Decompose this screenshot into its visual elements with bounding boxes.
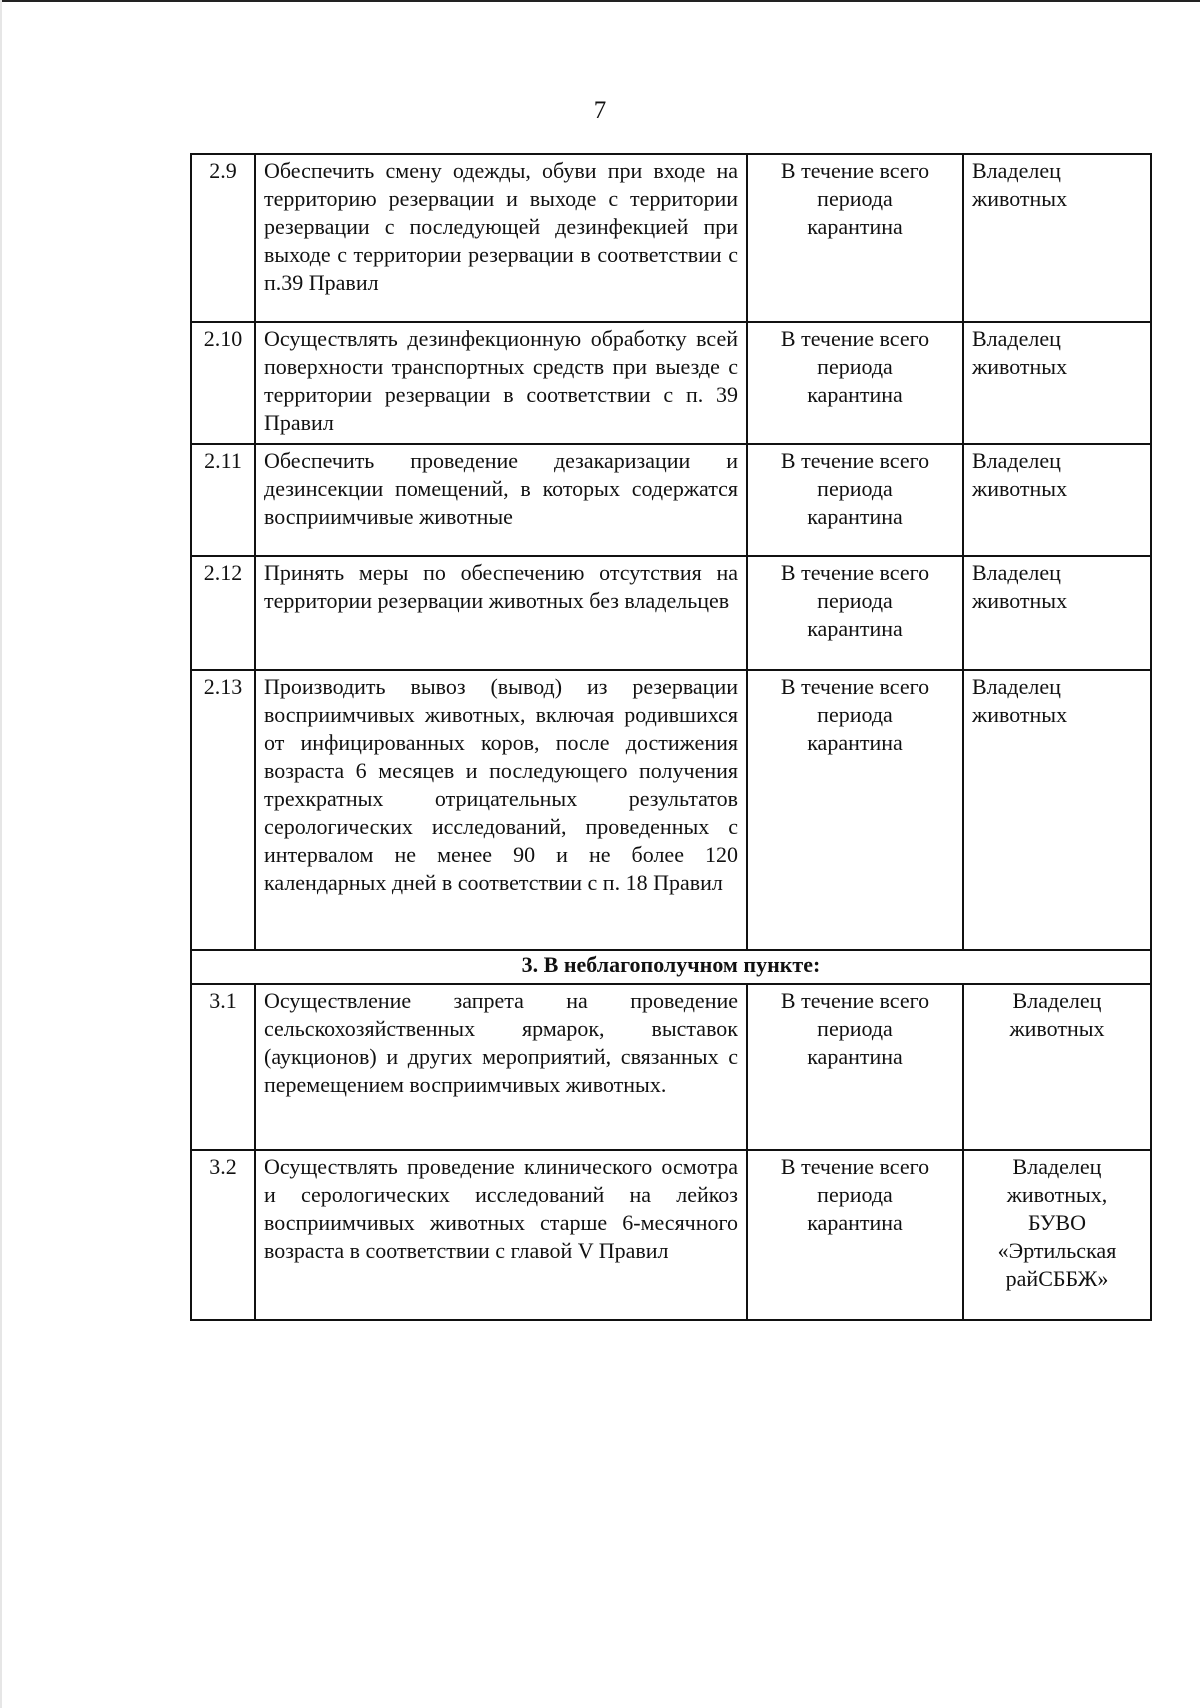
scan-top-edge <box>0 0 1200 2</box>
responsible-line: «Эртильская <box>997 1238 1117 1263</box>
responsible-cell <box>963 322 1151 444</box>
responsible-line: животных <box>1009 1016 1105 1041</box>
row-number: 2.9 <box>191 154 255 322</box>
row-number: 3.2 <box>191 1150 255 1320</box>
measure-text: Обеспечить проведение дезакаризации и дезинсекции помещений, в которых содержатся восприимчивые животные <box>255 444 747 556</box>
row-number: 2.11 <box>191 444 255 556</box>
term-cell <box>747 322 963 444</box>
measure-text: Осуществлять дезинфекционную обработку всей поверхности транспортных средств при выезде с территории резервации в соответствии с п. 39 Правил <box>255 322 747 444</box>
term-line: карантина <box>807 730 903 755</box>
responsible-line: животных <box>972 354 1068 379</box>
section-header-row <box>191 950 1151 984</box>
row-number: 3.1 <box>191 984 255 1150</box>
term-line: периода <box>817 186 893 211</box>
row-number: 2.12 <box>191 556 255 670</box>
responsible-line: райСББЖ» <box>1005 1266 1109 1291</box>
term-cell <box>747 154 963 322</box>
responsible-cell <box>963 154 1151 322</box>
measure-text: Принять меры по обеспечению отсутствия на территории резервации животных без владельцев <box>255 556 747 670</box>
responsible-cell <box>963 1150 1151 1320</box>
table-row <box>191 556 1151 670</box>
table-row <box>191 1150 1151 1320</box>
measure-text: Обеспечить смену одежды, обуви при входе на территорию резервации и выходе с территории резервации с последующей дезинфекцией при выходе с территории резервации в соответствии с п.39 Правил <box>255 154 747 322</box>
term-line: периода <box>817 1016 893 1041</box>
row-number: 2.13 <box>191 670 255 950</box>
measures-table <box>190 153 1152 1321</box>
term-line: В течение всего <box>780 674 930 699</box>
term-line: В течение всего <box>780 988 930 1013</box>
responsible-line: Владелец <box>972 326 1061 351</box>
responsible-line: Владелец <box>972 674 1061 699</box>
term-line: карантина <box>807 616 903 641</box>
responsible-line: животных <box>972 186 1068 211</box>
term-line: карантина <box>807 1210 903 1235</box>
measure-text: Осуществление запрета на проведение сельскохозяйственных ярмарок, выставок (аукционов) и других мероприятий, связанных с перемещением восприимчивых животных. <box>255 984 747 1150</box>
responsible-cell <box>963 670 1151 950</box>
term-line: периода <box>817 354 893 379</box>
term-line: В течение всего <box>780 560 930 585</box>
term-line: карантина <box>807 1044 903 1069</box>
table-row <box>191 670 1151 950</box>
term-line: периода <box>817 588 893 613</box>
term-line: В течение всего <box>780 326 930 351</box>
measure-text: Производить вывоз (вывод) из резервации восприимчивых животных, включая родившихся от инфицированных коров, после достижения возраста 6 месяцев и последующего получения трехкратных отрицательных результатов серологических исследований, проведенных с интервалом не менее 90 и не более 120 календарных дней в соответствии с п. 18 Правил <box>255 670 747 950</box>
term-line: В течение всего <box>780 158 930 183</box>
term-line: карантина <box>807 214 903 239</box>
responsible-cell <box>963 444 1151 556</box>
responsible-line: Владелец <box>1012 988 1102 1013</box>
responsible-line: Владелец <box>972 560 1061 585</box>
term-line: периода <box>817 702 893 727</box>
table-row <box>191 444 1151 556</box>
term-cell <box>747 556 963 670</box>
section-title: 3. В неблагополучном пункте: <box>191 950 1151 984</box>
table-row <box>191 154 1151 322</box>
scan-left-edge <box>0 0 2 1708</box>
term-line: карантина <box>807 382 903 407</box>
term-cell <box>747 984 963 1150</box>
term-cell <box>747 670 963 950</box>
table-row <box>191 322 1151 444</box>
responsible-line: БУВО <box>1028 1210 1086 1235</box>
measure-text: Осуществлять проведение клинического осмотра и серологических исследований на лейкоз восприимчивых животных старше 6-месячного возраста в соответствии с главой V Правил <box>255 1150 747 1320</box>
term-line: карантина <box>807 504 903 529</box>
responsible-line: Владелец <box>972 158 1061 183</box>
term-line: В течение всего <box>780 448 930 473</box>
term-line: В течение всего <box>780 1154 930 1179</box>
term-cell <box>747 444 963 556</box>
table-row <box>191 984 1151 1150</box>
responsible-line: животных <box>972 702 1068 727</box>
responsible-line: животных, <box>1006 1182 1108 1207</box>
responsible-cell <box>963 556 1151 670</box>
responsible-line: Владелец <box>972 448 1061 473</box>
responsible-line: животных <box>972 476 1068 501</box>
responsible-line: Владелец <box>1012 1154 1102 1179</box>
responsible-line: животных <box>972 588 1068 613</box>
term-line: периода <box>817 476 893 501</box>
term-line: периода <box>817 1182 893 1207</box>
page-number: 7 <box>593 97 607 124</box>
term-cell <box>747 1150 963 1320</box>
responsible-cell <box>963 984 1151 1150</box>
row-number: 2.10 <box>191 322 255 444</box>
